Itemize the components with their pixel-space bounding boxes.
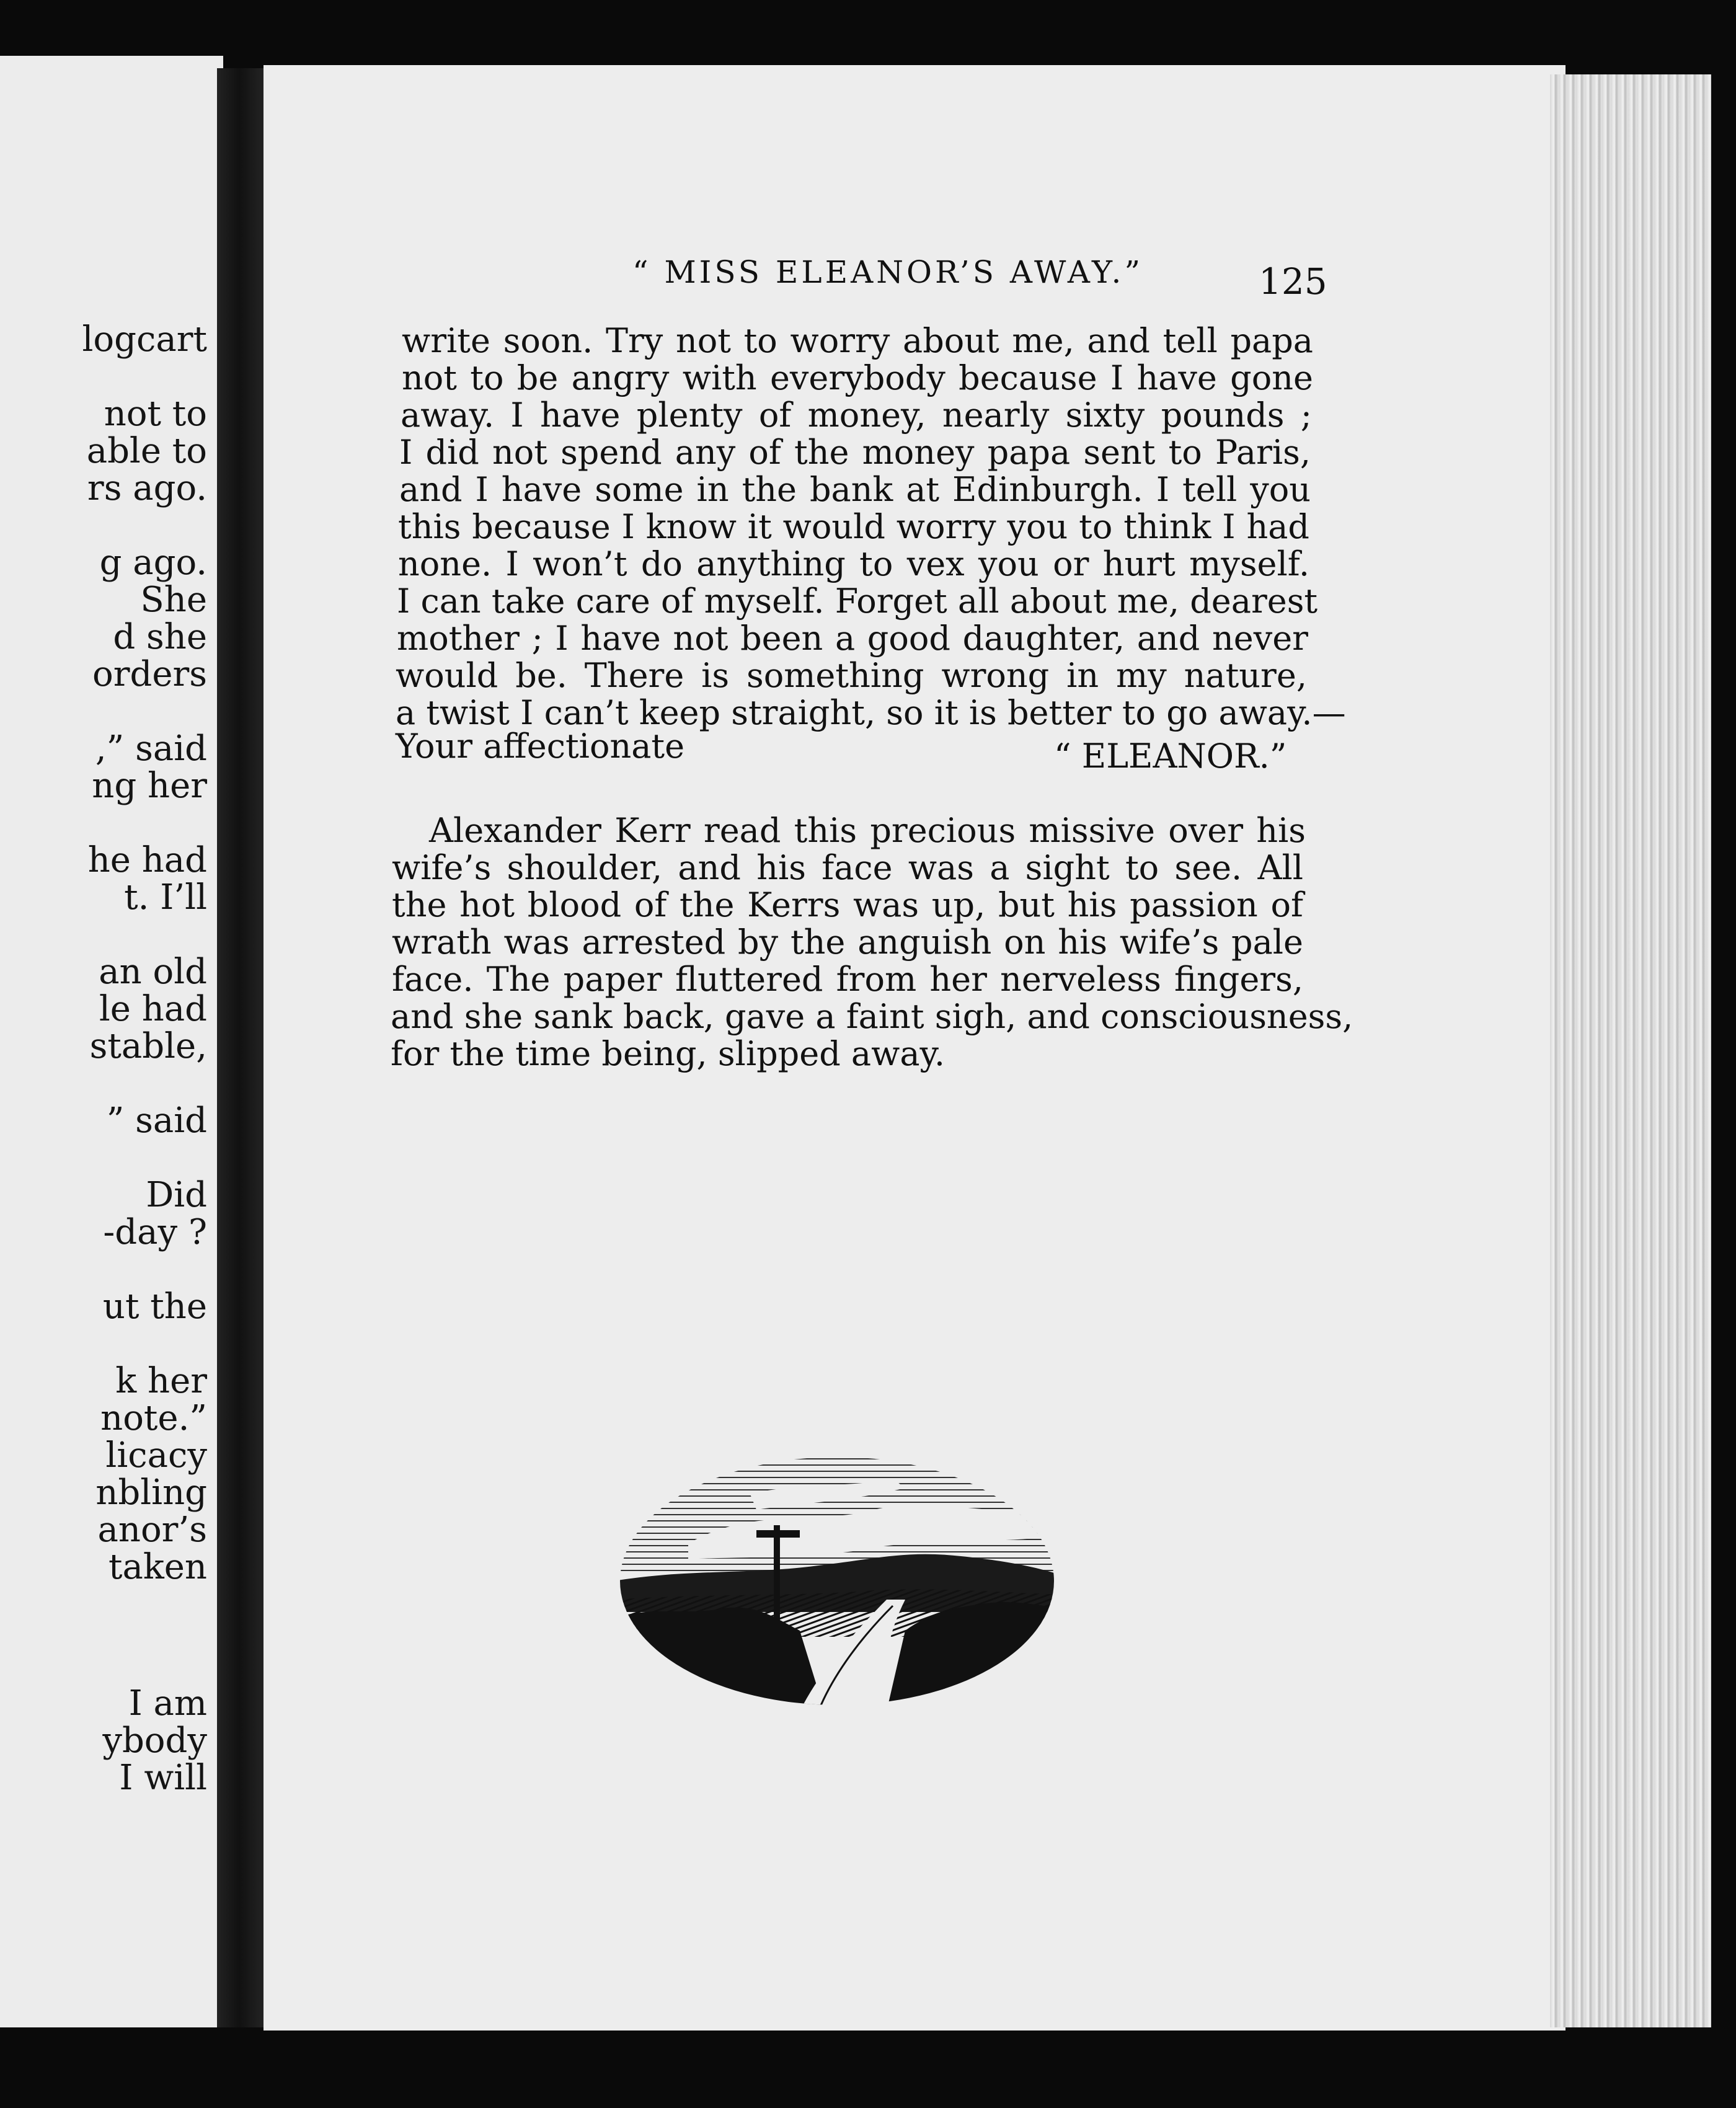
left-page-line: he had [87, 840, 207, 880]
paragraph-line: and she sank back, gave a faint sigh, and consciousness, [391, 997, 1353, 1036]
left-page-line: Did [146, 1175, 207, 1215]
paragraph-line: Alexander Kerr read this precious missive over his [429, 811, 1306, 850]
left-page-line: an old [99, 952, 207, 992]
left-page-line: t. I’ll [124, 877, 207, 918]
letter-line: this because I know it would worry you to think I had [398, 507, 1309, 546]
paragraph-line: for the time being, slipped away. [391, 1034, 946, 1073]
left-page [0, 56, 223, 2027]
letter-closing: Your affectionate [396, 727, 685, 766]
letter-line: write soon. Try not to worry about me, and tell papa [402, 321, 1313, 360]
left-page-line: nbling [95, 1472, 207, 1513]
running-head: “ MISS ELEANOR’S AWAY.” [632, 254, 1144, 290]
landscape-vignette-icon [614, 1451, 1060, 1711]
left-page-line: anor’s [97, 1510, 207, 1550]
left-page-line: g ago. [99, 542, 207, 583]
paragraph-line: face. The paper fluttered from her nerveless fingers, [392, 960, 1303, 999]
paragraph-line: wrath was arrested by the anguish on his wife’s pale [392, 923, 1303, 962]
left-page-line: able to [86, 431, 207, 471]
left-page-line: ng her [92, 766, 207, 806]
page-edges [1550, 74, 1711, 2027]
paragraph-line: wife’s shoulder, and his face was a sight to see. All [392, 848, 1303, 887]
left-page-line: rs ago. [87, 468, 207, 508]
left-page-line: d she [113, 617, 207, 657]
letter-line: none. I won’t do anything to vex you or hurt myself. [398, 544, 1309, 583]
left-page-line: ybody [102, 1720, 207, 1761]
left-page-line: not to [104, 394, 207, 434]
left-page-line: le had [99, 989, 207, 1029]
left-page-line: -day ? [103, 1212, 207, 1252]
letter-line: a twist I can’t keep straight, so it is better to go away.— [396, 693, 1346, 732]
left-page-line: stable, [89, 1026, 207, 1066]
left-page-line: ” said [106, 1100, 207, 1141]
letter-line: not to be angry with everybody because I have gone [402, 358, 1313, 397]
left-page-line: I will [119, 1758, 207, 1798]
letter-line: mother ; I have not been a good daughter, and never [397, 619, 1308, 658]
letter-line: and I have some in the bank at Edinburgh. I tell you [399, 470, 1311, 509]
left-page-line: logcart [82, 319, 207, 360]
letter-line: away. I have plenty of money, nearly sixty pounds ; [401, 396, 1312, 435]
page-number: 125 [1259, 260, 1327, 303]
left-page-line: I am [128, 1683, 207, 1724]
left-page-line: ut the [102, 1286, 207, 1327]
left-page-line: taken [108, 1547, 207, 1587]
left-page-line: She [140, 580, 207, 620]
paragraph-line: the hot blood of the Kerrs was up, but his passion of [392, 885, 1303, 924]
letter-line: I did not spend any of the money papa sent to Paris, [399, 433, 1311, 472]
letter-line: I can take care of myself. Forget all about me, dearest [397, 582, 1318, 621]
left-page-line: ,” said [95, 728, 207, 769]
letter-signature: “ ELEANOR.” [1054, 737, 1287, 776]
left-page-line: orders [92, 654, 207, 694]
left-page-line: k her [115, 1361, 207, 1401]
left-page-line: licacy [105, 1435, 207, 1476]
letter-line: would be. There is something wrong in my nature, [396, 656, 1307, 695]
left-page-line: note.” [100, 1398, 207, 1438]
